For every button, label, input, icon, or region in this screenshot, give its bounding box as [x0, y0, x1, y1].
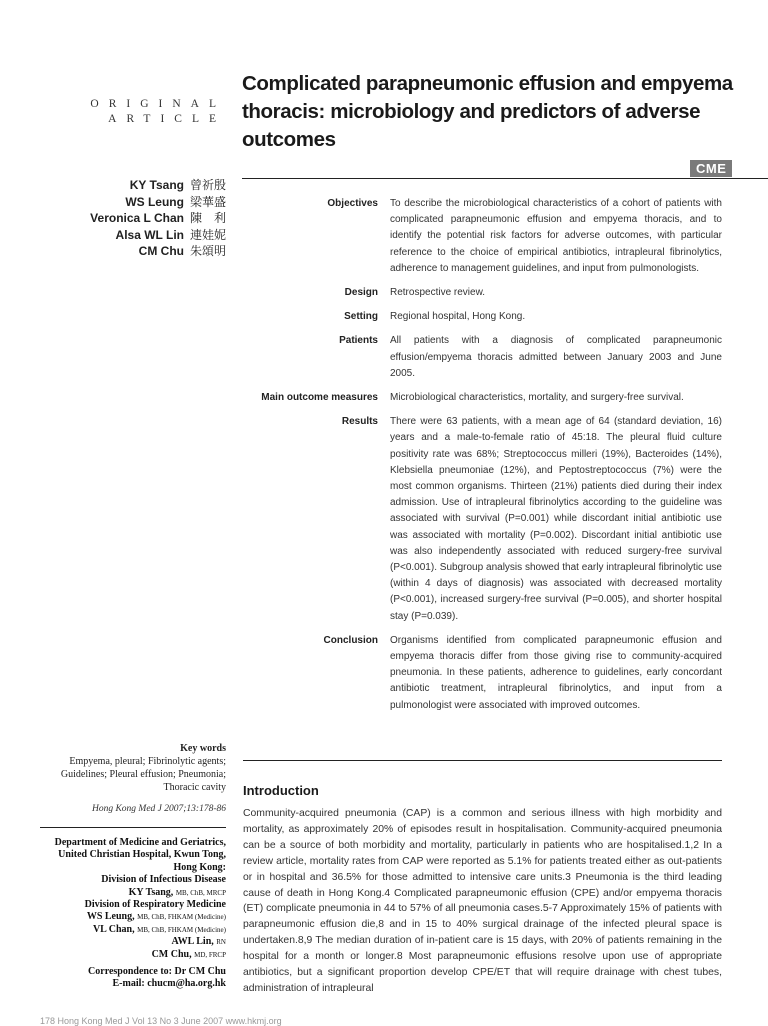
- page-footer: 178 Hong Kong Med J Vol 13 No 3 June 2007 www.hkmj.org: [40, 1016, 282, 1026]
- correspondence-name: Correspondence to: Dr CM Chu: [88, 966, 226, 977]
- abstract-text: Retrospective review.: [390, 287, 486, 299]
- affiliation-text: CM Chu,: [151, 948, 192, 960]
- keywords: [30, 742, 226, 794]
- section-label-line2: ARTICLE: [108, 113, 226, 125]
- abstract-label: Setting: [344, 311, 378, 323]
- affiliation-line: [30, 924, 226, 936]
- author-row: [40, 210, 226, 227]
- author-name: KY Tsang: [129, 178, 184, 192]
- affiliation-line: [30, 936, 226, 948]
- abstract-label: Conclusion: [323, 634, 378, 646]
- affiliation-line: [30, 849, 226, 861]
- abstract-section: [240, 309, 722, 325]
- author-name: Veronica L Chan: [90, 211, 184, 225]
- author-degrees: MD, FRCP: [194, 950, 226, 959]
- affiliation-text: Hong Kong:: [173, 861, 226, 873]
- author-degrees: MB, ChB, MRCP: [175, 888, 226, 897]
- abstract-label: Design: [344, 287, 378, 299]
- affiliation-line: [30, 874, 226, 886]
- affiliations: [30, 837, 226, 961]
- author-degrees: MB, ChB, FHKAM (Medicine): [137, 925, 226, 934]
- affiliation-line: [30, 862, 226, 874]
- section-label-line1: ORIGINAL: [90, 98, 226, 110]
- author-chinese-name: 朱頌明: [189, 244, 226, 258]
- author-degrees: MB, ChB, FHKAM (Medicine): [137, 913, 226, 922]
- author-name: WS Leung: [125, 194, 184, 209]
- affiliation-text: United Christian Hospital, Kwun Tong,: [58, 849, 226, 861]
- author-name: Alsa WL Lin: [115, 227, 184, 242]
- abstract-section: [240, 285, 722, 301]
- abstract-label: Patients: [339, 335, 378, 347]
- affiliation-line: [30, 837, 226, 849]
- abstract-text: Organisms identified from complicated parapneumonic effusion and empyema thoracis differ from those giving rise to community-acquired pneumonia. In these patients, adherence to guidelines, early concordant antibiotic treatment, intrapleural fibrinolytics, and input from a pulmonologist were associated with improved outcomes.: [390, 634, 722, 711]
- abstract: [240, 196, 722, 722]
- abstract-text: Microbiological characteristics, mortality, and surgery-free survival.: [390, 392, 684, 404]
- author-chinese-name: 連娃妮: [189, 227, 226, 242]
- author-row: [40, 243, 226, 260]
- correspondence: [30, 966, 226, 991]
- affiliation-line: [30, 911, 226, 923]
- abstract-text: To describe the microbiological characteristics of a cohort of patients with complicated parapneumonic effusion and empyema thoracis, and to identify the potential risk factors for adverse outcomes, with particular reference to the choice of empirical antibiotics, intrapleural fibrinolytics, adherence to management guidelines, and input from pulmonologists.: [390, 198, 722, 274]
- affiliation-text: Division of Respiratory Medicine: [84, 899, 226, 911]
- affiliation-text: Department of Medicine and Geriatrics,: [54, 837, 226, 848]
- correspondence-email[interactable]: E-mail: chucm@ha.org.hk: [112, 978, 226, 990]
- abstract-section: [240, 414, 722, 625]
- author-chinese-name: 曾祈殷: [189, 178, 226, 192]
- affiliation-text: VL Chan,: [92, 923, 135, 935]
- abstract-text: There were 63 patients, with a mean age of 64 (standard deviation, 16) years and a male-to-female ratio of 45:18. The pleural fluid culture positivity rate was 68%; Streptococcus milleri (19%), Bacteroides (14%), Klebsiella pneumoniae (12%), and Peptostreptococcus (7%) were the most common organisms. Thirteen (21%) patients died during their index admission. Use of intrapleural fibrinolytics according to the guideline was associated with survival (P=0.001) while discordant initial antibiotic use was associated with mortality (P=0.002). Discordant initial antibiotic use was also independently associated with reduced surgery-free survival (P<0.001). Subgroup analysis showed that early intrapleural fibrinolytic use (within 4 days of diagnosis) was associated with decreased mortality (P<0.001), increased surgery-free survival (P=0.005), and shorter hospital stay (P=0.039).: [390, 416, 722, 622]
- affiliation-text: Division of Infectious Disease: [101, 874, 226, 886]
- author-chinese-name: 梁華盛: [189, 194, 226, 209]
- affiliation-line: [30, 949, 226, 961]
- keywords-title: Key words: [180, 743, 226, 754]
- introduction-heading: Introduction: [243, 783, 319, 798]
- affiliation-rule: [40, 827, 226, 828]
- affiliation-text: KY Tsang,: [128, 886, 174, 898]
- author-row: [40, 227, 226, 244]
- affiliation-line: [30, 887, 226, 899]
- author-chinese-name: 陳 利: [189, 211, 226, 225]
- author-name: CM Chu: [138, 244, 184, 258]
- abstract-label: Results: [341, 416, 378, 428]
- author-row: [40, 194, 226, 211]
- title-rule: [242, 178, 768, 179]
- abstract-text: Regional hospital, Hong Kong.: [390, 311, 526, 323]
- abstract-label: Main outcome measures: [261, 392, 378, 404]
- affiliation-line: [30, 899, 226, 911]
- citation: Hong Kong Med J 2007;13:178-86: [91, 804, 226, 814]
- affiliation-text: WS Leung,: [86, 911, 135, 923]
- author-list: [40, 177, 226, 260]
- author-row: [40, 177, 226, 194]
- article-title: Complicated parapneumonic effusion and empyema thoracis: microbiology and predictors of adverse outcomes: [242, 72, 733, 151]
- abstract-text: All patients with a diagnosis of complicated parapneumonic effusion/empyema thoracis admitted between January 2003 and June 2005.: [390, 335, 722, 379]
- abstract-label: Objectives: [327, 198, 378, 209]
- keywords-text: Empyema, pleural; Fibrinolytic agents; Guidelines; Pleural effusion; Pneumonia; Thoracic cavity: [60, 756, 226, 793]
- cme-badge: CME: [690, 160, 732, 177]
- affiliation-text: AWL Lin,: [171, 936, 214, 948]
- introduction-text: Community-acquired pneumonia (CAP) is a common and serious illness with high morbidity and mortality, as approximately 20% of episodes result in hospitalisation. Community-acquired pneumonia can be a source of both morbidity and mortality, particularly in patients who are hospitalised.1,2 In a review article, mortality rates from CAP were reported as 5.1% for patients treated either as out-patients or in hospital and 36.5% for those admitted to intensive care units.3 Pneumonia is the third leading cause of death in Hong Kong.4 Complicated parapneumonic effusion (CPE) and/or empyema thoracis (ET) complicate pneumonia in 44 to 57% of all pneumonia cases.5-7 Approximately 15% of patients with parapneumonic effusion die,8 and in 15 to 40% surgical drainage of the infected pleural space is undertaken.8,9 The median duration of in-patient care is 15 days, with 20% of patients remaining in the hospital for a month or longer.8 Most parapneumonic effusions resolve upon use of appropriate antibiotics, but a significant proportion develop CPE/ET that will require drainage with chest tubes, administration of intrapleural: [243, 808, 722, 994]
- abstract-section: [240, 196, 722, 277]
- abstract-rule: [243, 760, 722, 761]
- abstract-section: [240, 633, 722, 714]
- author-degrees: RN: [216, 938, 226, 947]
- abstract-section: [240, 333, 722, 382]
- abstract-section: [240, 390, 722, 406]
